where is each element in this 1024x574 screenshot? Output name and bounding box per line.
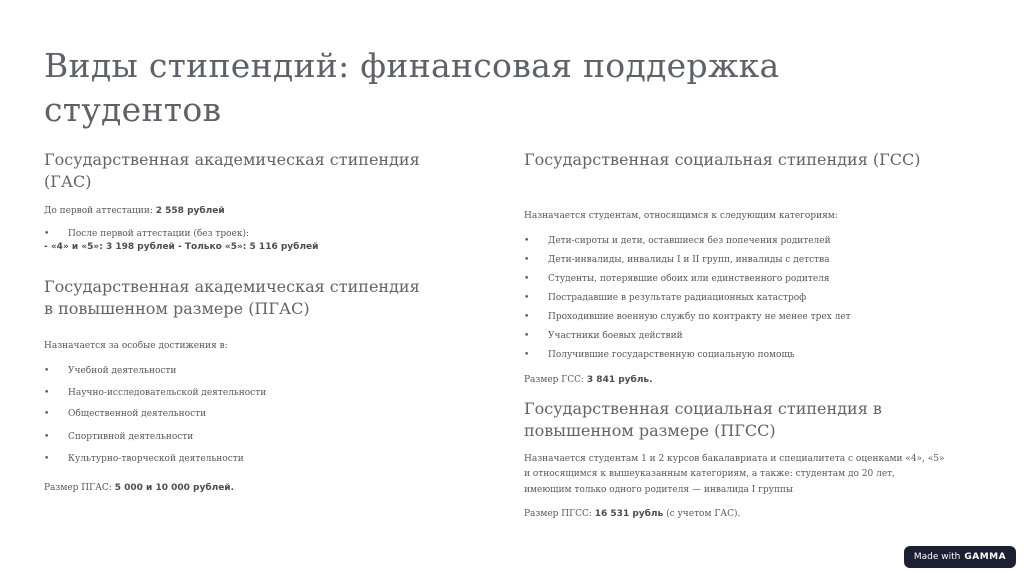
gamma-logo: GAMMA [964, 552, 1007, 562]
gas-before-attestation [44, 205, 225, 218]
list-item: • Студенты, потерявшие обоих или единственного родителя [524, 274, 830, 284]
made-with-gamma-badge[interactable] [904, 546, 1016, 568]
list-item: • Культурно-творческой деятельности [44, 454, 244, 464]
bullet-icon: • [44, 366, 50, 376]
pgss-size: Размер ПГСС: 16 531 рубль (с учетом ГАС). [524, 509, 741, 519]
list-item: • Учебной деятельности [44, 366, 177, 376]
list-item: • Спортивной деятельности [44, 432, 194, 442]
bullet-icon: • [524, 293, 530, 303]
bullet-icon: • [44, 454, 50, 464]
pgas-intro: Назначается за особые достижения в: [44, 341, 228, 351]
pgas-heading: Государственная академическая стипендия в повышенном размере (ПГАС) [44, 277, 420, 318]
list-item: • Проходившие военную службу по контракту не менее трех лет [524, 312, 851, 322]
gas-after-attestation-item [44, 228, 468, 241]
list-item: • Общественной деятельности [44, 409, 207, 419]
bullet-icon: • [524, 331, 530, 341]
bullet-icon: • [44, 229, 50, 239]
gss-size: Размер ГСС: 3 841 рубль. [524, 375, 653, 385]
made-with-label: Made with [913, 552, 961, 562]
pgss-desc-line2: и относящимся к вышеуказанным категориям, а также: студентам до 20 лет, [524, 469, 896, 479]
list-item: • Дети-инвалиды, инвалиды I и II групп, инвалиды с детства [524, 255, 830, 265]
gas-amount-5: - Только «5»: 5 116 рублей [178, 242, 319, 252]
gas-amounts [44, 242, 318, 252]
gas-heading: Государственная академическая стипендия (ГАС) [44, 150, 420, 191]
bullet-icon: • [524, 274, 530, 284]
list-item: • Участники боевых действий [524, 331, 683, 341]
gas-amount-4-5: - «4» и «5»: 3 198 рублей [44, 242, 175, 252]
list-item: • Получившие государственную социальную помощь [524, 350, 795, 360]
bullet-icon: • [44, 388, 50, 398]
bullet-icon: • [524, 255, 530, 265]
gas-line1-value: 2 558 рублей [155, 206, 225, 216]
pgas-size: Размер ПГАС: 5 000 и 10 000 рублей. [44, 483, 235, 493]
gas-bullet-text: После первой аттестации (без троек): [68, 229, 250, 239]
list-item: • Научно-исследовательской деятельности [44, 388, 267, 398]
gas-line1-prefix: До первой аттестации: [44, 206, 156, 216]
page-title: Виды стипендий: финансовая поддержка студентов [44, 46, 780, 129]
pgss-heading: Государственная социальная стипендия в повышенном размере (ПГСС) [524, 399, 882, 440]
pgss-desc-line3: имеющим только одного родителя — инвалида I группы [524, 485, 794, 495]
pgss-desc-line1: Назначается студентам 1 и 2 курсов бакалавриата и специалитета с оценками «4», «5» [524, 454, 945, 464]
bullet-icon: • [524, 350, 530, 360]
gss-intro: Назначается студентам, относящимся к следующим категориям: [524, 211, 838, 221]
bullet-icon: • [44, 432, 50, 442]
gss-heading: Государственная социальная стипендия (ГСС) [524, 150, 921, 169]
bullet-icon: • [524, 312, 530, 322]
list-item: • Пострадавшие в результате радиационных катастроф [524, 293, 807, 303]
bullet-icon: • [44, 409, 50, 419]
list-item: • Дети-сироты и дети, оставшиеся без попечения родителей [524, 236, 831, 246]
bullet-icon: • [524, 236, 530, 246]
